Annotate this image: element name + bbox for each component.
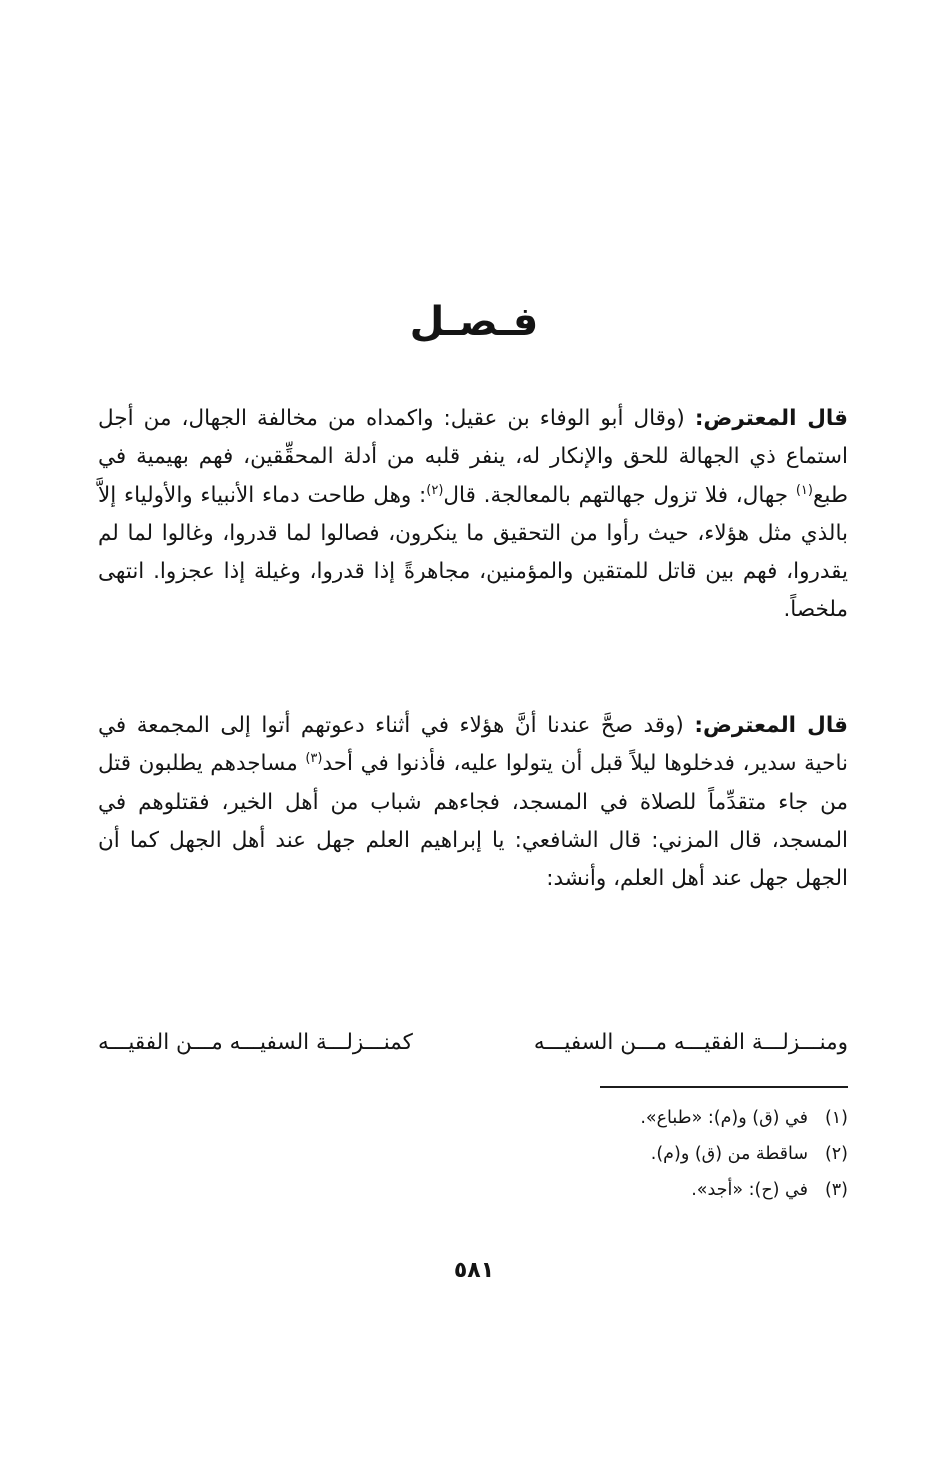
paragraph-1: [98, 400, 848, 630]
footnote-number: (١): [824, 1108, 848, 1128]
verse-first-hemistich: ومنـــزلـــة الفقيـــه مـــن السفيـــه: [533, 1030, 848, 1055]
footnotes: [348, 1100, 848, 1208]
footnote-divider: [600, 1086, 848, 1088]
paragraph-2-text-a: (وقد صحَّ عندنا أنَّ هؤلاء في أثناء دعوتهم أتوا إلى المجمعة في ناحية سدير، فدخلوها ليلاً قبل أن يتولوا عليه، فأذنوا في أحد: [98, 713, 848, 777]
section-heading: فـصـل: [409, 299, 539, 345]
page-number: ٥٨١: [453, 1258, 495, 1283]
footnote-ref-1: (١): [795, 482, 813, 498]
footnote-item: [348, 1172, 848, 1208]
paragraph-2: [98, 707, 848, 898]
paragraph-1-text-b: جهال، فلا تزول جهالتهم بالمعالجة. قال: [443, 482, 796, 508]
footnote-text: في (ح): «أجد».: [691, 1180, 808, 1200]
footnote-item: [348, 1100, 848, 1136]
footnote-number: (٢): [824, 1144, 848, 1164]
paragraph-1-lead: قال المعترض:: [694, 406, 848, 431]
paragraph-2-text-b: مساجدهم يطلبون قتل من جاء متقدِّماً للصلاة في المسجد، فجاءهم شباب من أهل الخير، فقتلوهم في المسجد، قال المزني: قال الشافعي: يا إبراهيم العلم جهل عند أهل الجهل كما أن الجهل جهل عند أهل العلم، وأنشد:: [98, 751, 848, 892]
footnote-ref-2: (٢): [426, 482, 444, 498]
poetry-verse: [98, 1024, 848, 1062]
footnote-text: في (ق) و(م): «طباع».: [640, 1108, 808, 1128]
verse-second-hemistich: كمنـــزلـــة السفيـــه مـــن الفقيـــه: [98, 1030, 413, 1055]
paragraph-1-text-c: : وهل طاحت دماء الأنبياء والأولياء إلاَّ بالذي مثل هؤلاء، حيث رأوا من التحقيق ما ينكرون، فصالوا لما قدروا، وغالوا لما لم يقدروا، فهم بين قاتل للمتقين والمؤمنين، مجاهرةً إذا قدروا، وغيلة إذا عجزوا. انتهى ملخصاً.: [98, 482, 848, 623]
footnote-ref-3: (٣): [305, 751, 323, 767]
paragraph-2-lead: قال المعترض:: [694, 713, 848, 738]
footnote-number: (٣): [824, 1180, 848, 1200]
footnote-item: [348, 1136, 848, 1172]
footnote-text: ساقطة من (ق) و(م).: [650, 1144, 808, 1164]
paragraph-1-text-a: (وقال أبو الوفاء بن عقيل: واكمداه من مخالفة الجهال، من أجل استماع ذي الجهالة للحق والإنكار له، ينفر قلبه من أدلة المحقِّقين، فهم بهيمية في طبع: [98, 406, 848, 508]
